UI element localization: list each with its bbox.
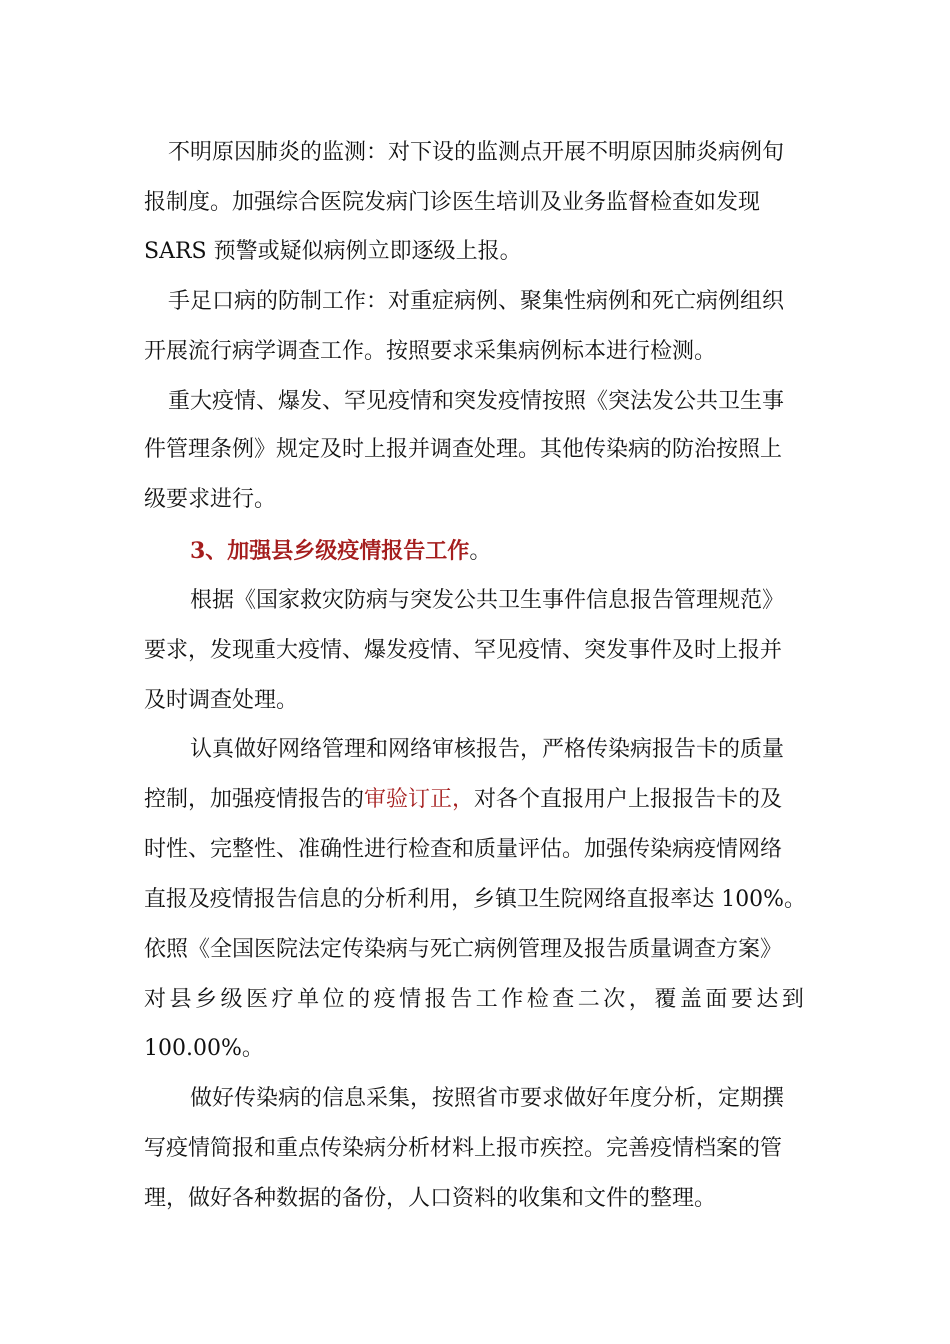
paragraph-line: 直报及疫情报告信息的分析利用，乡镇卫生院网络直报率达 100%。 — [144, 887, 806, 912]
justified-char: 的 — [348, 987, 371, 1012]
paragraph-line: 根据《国家救灾防病与突发公共卫生事件信息报告管理规范》 — [190, 588, 785, 613]
justified-char: 面 — [705, 987, 728, 1012]
justified-char: 达 — [756, 987, 779, 1012]
justified-char: 作 — [501, 987, 524, 1012]
paragraph-line: 依照《全国医院法定传染病与死亡病例管理及报告质量调查方案》 — [144, 937, 783, 962]
justified-char: 乡 — [195, 987, 218, 1012]
justified-char: 级 — [220, 987, 243, 1012]
justified-char: 二 — [577, 987, 600, 1012]
justified-char: 县 — [169, 987, 192, 1012]
justified-char: 次 — [603, 987, 626, 1012]
paragraph-line-justified — [144, 983, 804, 1017]
paragraph-line: 手足口病的防制工作：对重症病例、聚集性病例和死亡病例组织 — [168, 289, 785, 314]
justified-char: 疗 — [271, 987, 294, 1012]
paragraph-line — [144, 783, 782, 817]
justified-char: 工 — [475, 987, 498, 1012]
paragraph-line: 开展流行病学调查工作。按照要求采集病例标本进行检测。 — [144, 339, 717, 364]
paragraph-line: 做好传染病的信息采集，按照省市要求做好年度分析，定期撰 — [190, 1086, 785, 1111]
section-heading — [190, 534, 491, 568]
justified-char: ， — [628, 987, 651, 1012]
justified-char: 覆 — [654, 987, 677, 1012]
justified-char: 到 — [781, 987, 804, 1012]
line-segment: 控制，加强疫情报告的 — [144, 787, 365, 812]
paragraph-line: 件管理条例》规定及时上报并调查处理。其他传染病的防治按照上 — [144, 437, 783, 462]
paragraph-line: SARS 预警或疑似病例立即逐级上报。 — [144, 239, 522, 264]
justified-char: 检 — [526, 987, 549, 1012]
justified-char: 医 — [246, 987, 269, 1012]
line-segment: 对各个直报用户上报报告卡的及 — [474, 787, 783, 812]
justified-char: 查 — [552, 987, 575, 1012]
justified-char: 报 — [424, 987, 447, 1012]
paragraph-line: 100.00%。 — [144, 1036, 264, 1061]
paragraph-line: 写疫情简报和重点传染病分析材料上报市疾控。完善疫情档案的管 — [144, 1136, 783, 1161]
paragraph-line: 时性、完整性、准确性进行检查和质量评估。加强传染病疫情网络 — [144, 837, 783, 862]
paragraph-line: 级要求进行。 — [144, 487, 277, 512]
highlighted-text: 审验订正， — [364, 787, 475, 812]
justified-char: 单 — [297, 987, 320, 1012]
paragraph-line: 重大疫情、爆发、罕见疫情和突发疫情按照《突法发公共卫生事 — [168, 389, 785, 414]
paragraph-line: 报制度。加强综合医院发病门诊医生培训及业务监督检查如发现 — [144, 190, 761, 215]
justified-char: 情 — [399, 987, 422, 1012]
paragraph-line: 不明原因肺炎的监测：对下设的监测点开展不明原因肺炎病例旬 — [168, 140, 785, 165]
paragraph-line: 理，做好各种数据的备份，人口资料的收集和文件的整理。 — [144, 1186, 717, 1211]
justified-char: 要 — [730, 987, 753, 1012]
section-heading-text: 3、加强县乡级疫情报告工作 — [190, 538, 470, 564]
justified-char: 盖 — [679, 987, 702, 1012]
paragraph-line: 要求，发现重大疫情、爆发疫情、罕见疫情、突发事件及时上报并 — [144, 638, 783, 663]
justified-char: 位 — [322, 987, 345, 1012]
justified-char: 疫 — [373, 987, 396, 1012]
section-heading-suffix: 。 — [469, 539, 492, 564]
paragraph-line: 认真做好网络管理和网络审核报告，严格传染病报告卡的质量 — [190, 737, 785, 762]
paragraph-line: 及时调查处理。 — [144, 688, 299, 713]
justified-char: 对 — [144, 987, 167, 1012]
justified-char: 告 — [450, 987, 473, 1012]
